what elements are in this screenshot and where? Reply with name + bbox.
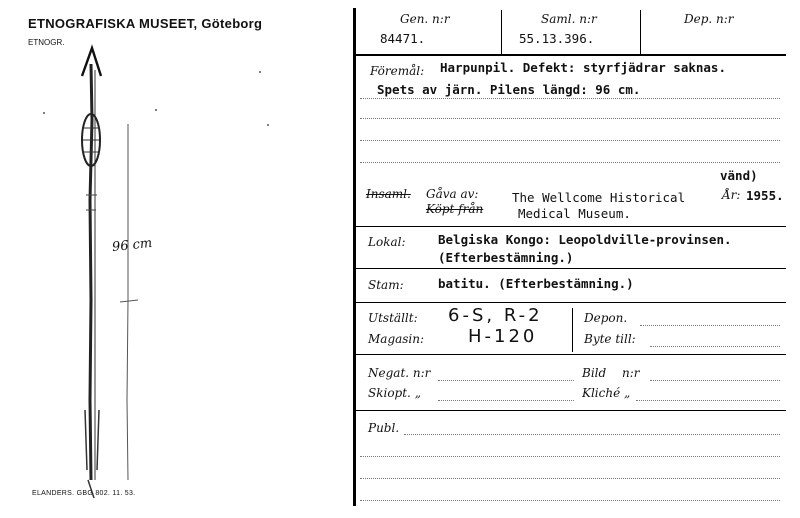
donor-line-1: The Wellcome Historical — [512, 190, 686, 205]
photo-divider — [354, 410, 786, 411]
lokal-divider — [354, 268, 786, 269]
printer-imprint: ELANDERS. GBG 802. 11. 53. — [32, 490, 136, 497]
byte-till-label: Byte till: — [584, 332, 636, 346]
stam-divider — [354, 302, 786, 303]
storage-divider — [354, 354, 786, 355]
lokal-label: Lokal: — [368, 235, 406, 249]
harpoon-arrow-drawing — [0, 0, 350, 518]
utstallt-value: 6-S, R-2 — [448, 305, 543, 326]
museum-heading: ETNOGRAFISKA MUSEET, Göteborg — [28, 16, 263, 31]
saml-nr-value: 55.13.396. — [519, 31, 595, 46]
gen-nr-value: 84471. — [380, 31, 426, 46]
donor-line-2: Medical Museum. — [518, 206, 631, 221]
kliche-dotline — [636, 400, 780, 401]
ar-label: År: — [722, 188, 741, 202]
header-col-divider-1 — [501, 10, 502, 54]
depon-label: Depon. — [584, 311, 628, 325]
publ-label: Publ. — [368, 421, 400, 435]
dep-nr-label: Dep. n:r — [684, 12, 734, 26]
utstallt-label: Utställt: — [368, 311, 418, 325]
card-left-border — [353, 8, 356, 506]
header-divider — [353, 54, 786, 56]
length-annotation: 96 cm — [111, 235, 153, 256]
foremal-dotline-1 — [360, 98, 780, 99]
etnogr-label: ETNOGR. — [28, 38, 65, 47]
header-col-divider-2 — [640, 10, 641, 54]
negat-dotline — [438, 380, 574, 381]
foremal-dotline-2 — [360, 118, 780, 119]
lokal-line-1: Belgiska Kongo: Leopoldville-provinsen. — [438, 232, 732, 247]
magasin-value: H-120 — [468, 326, 538, 347]
depon-dotline — [640, 325, 780, 326]
publ-dotline-2 — [360, 456, 780, 457]
bild-dotline — [650, 380, 780, 381]
skiopt-label: Skiopt. „ — [368, 386, 421, 400]
foremal-line-2: Spets av järn. Pilens längd: 96 cm. — [377, 82, 641, 97]
vand-note: vänd) — [720, 168, 758, 183]
skiopt-dotline — [438, 400, 574, 401]
magasin-label: Magasin: — [368, 332, 425, 346]
stam-value: batitu. (Efterbestämning.) — [438, 276, 634, 291]
insaml-label: Insaml. — [366, 187, 411, 201]
lokal-line-2: (Efterbestämning.) — [438, 250, 574, 265]
saml-nr-label: Saml. n:r — [541, 12, 597, 26]
negat-nr-label: Negat. n:r — [368, 366, 431, 380]
foremal-dotline-3 — [360, 140, 780, 141]
acquisition-divider — [354, 226, 786, 227]
bild-label: Bild — [582, 366, 607, 380]
bild-nr-label: n:r — [622, 366, 640, 380]
publ-dotline-3 — [360, 478, 780, 479]
foremal-dotline-4 — [360, 162, 780, 163]
publ-dotline-4 — [360, 500, 780, 501]
byte-dotline — [650, 346, 780, 347]
stam-label: Stam: — [368, 278, 404, 292]
foremal-line-1: Harpunpil. Defekt: styrfjädrar saknas. — [440, 60, 726, 75]
gen-nr-label: Gen. n:r — [400, 12, 450, 26]
gava-av-label: Gåva av: — [426, 187, 479, 201]
kliche-label: Kliché „ — [582, 386, 631, 400]
storage-col-divider — [572, 308, 573, 352]
kopt-fran-label: Köpt från — [426, 202, 484, 216]
year-value: 1955. — [746, 188, 784, 203]
foremal-label: Föremål: — [370, 64, 425, 78]
publ-dotline-1 — [404, 434, 780, 435]
